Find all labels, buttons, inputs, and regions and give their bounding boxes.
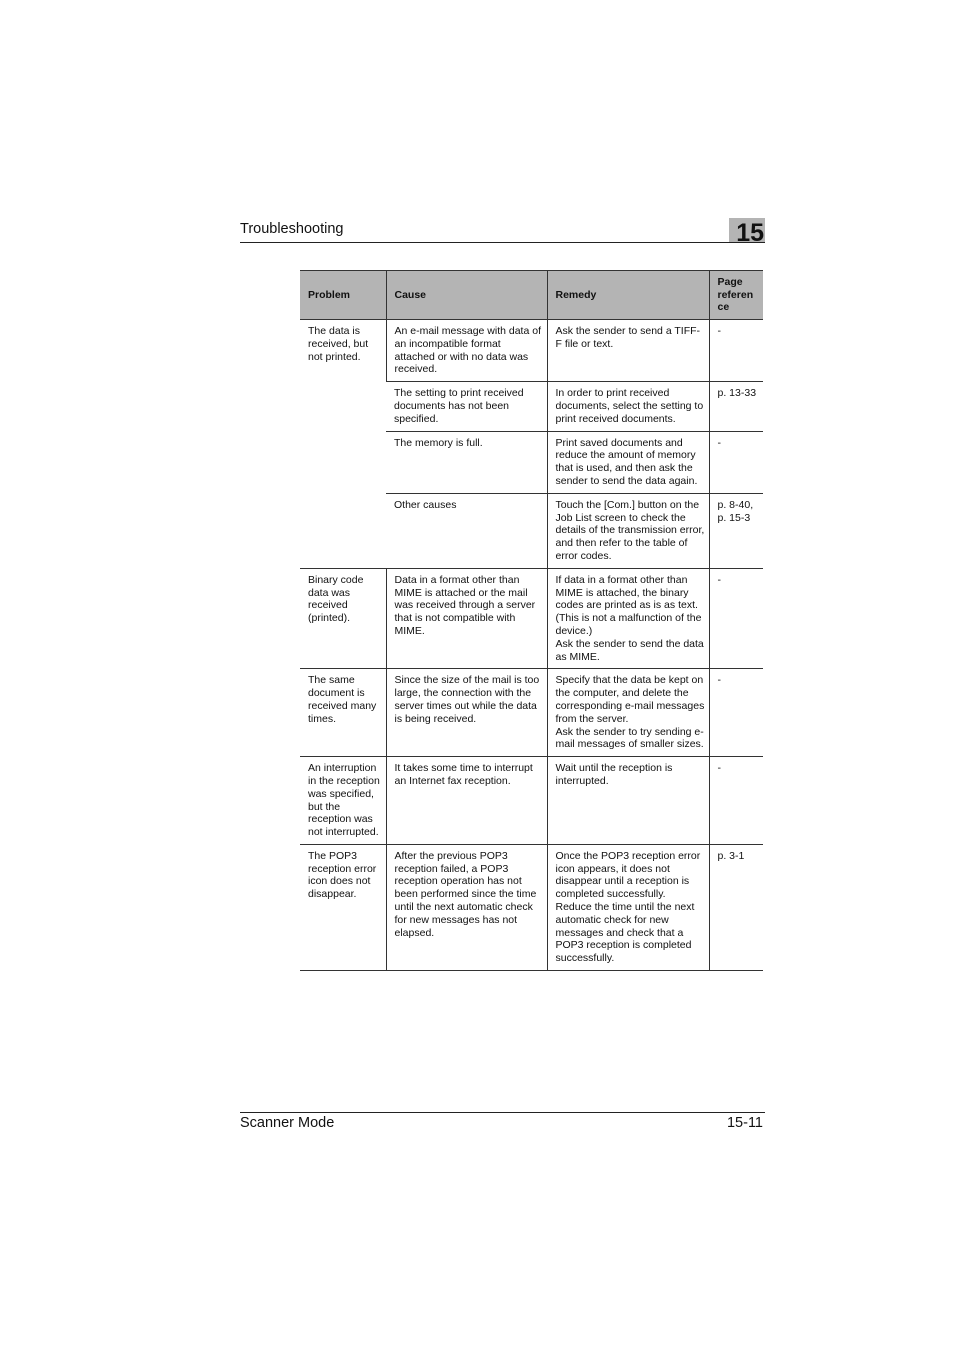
remedy-text: In order to print received documents, select the setting to print received documents. [555,387,704,425]
column-header-remedy: Remedy [547,271,709,320]
page-reference-cell: - [709,568,763,669]
remedy-cell [547,493,709,568]
table-row [300,844,763,970]
cause-cell: After the previous POP3 reception failed, a POP3 reception operation has not been performed since the time until the next automatic check for new messages has not elapsed. [386,844,547,970]
remedy-cell [547,568,709,669]
remedy-text: Print saved documents and reduce the amount of memory that is used, and then ask the sender to send the data again. [555,436,698,487]
problem-cell: Binary code data was received (printed). [300,568,386,669]
remedy-text: Ask the sender to try sending e-mail messages of smaller sizes. [555,725,704,751]
page-reference-cell: p. 3-1 [709,844,763,970]
problem-cell: The POP3 reception error icon does not disappear. [300,844,386,970]
table-header-row [300,271,763,320]
section-title: Troubleshooting [240,221,344,237]
remedy-text: Touch the [Com.] button on the Job List screen to check the details of the transmission error, and then refer to the table of error codes. [555,498,705,562]
table-row [300,757,763,845]
problem-cell: An interruption in the reception was specified, but the reception was not interrupted. [300,757,386,845]
remedy-cell [547,382,709,431]
cause-cell: The memory is full. [386,431,547,493]
table-body [300,320,763,971]
cause-cell: Since the size of the mail is too large, the connection with the server times out while the data is being received. [386,669,547,757]
remedy-cell [547,844,709,970]
column-header-cause: Cause [386,271,547,320]
column-header-page-reference: Page referen ce [709,271,763,320]
remedy-cell [547,431,709,493]
remedy-text: Wait until the reception is interrupted. [555,762,673,787]
remedy-text: Once the POP3 reception error icon appears, it does not disappear until a reception is completed successfully. [555,849,701,901]
page-reference-cell: - [709,431,763,493]
remedy-cell [547,320,709,382]
page-reference-cell: - [709,757,763,845]
chapter-number-badge: 15 [729,218,765,242]
page-reference-cell: p. 8-40, p. 15-3 [709,493,763,568]
header-divider [240,242,765,243]
page-reference-cell: - [709,669,763,757]
footer-manual-title: Scanner Mode [240,1115,335,1131]
footer-divider [240,1112,765,1113]
footer-page-number: 15-11 [726,1115,763,1131]
cause-cell: Data in a format other than MIME is attached or the mail was received through a server that is not compatible with MIME. [386,568,547,669]
remedy-text: If data in a format other than MIME is attached, the binary codes are printed as is as text. (This is not a malfunction of the device.) [555,573,702,637]
cause-cell: It takes some time to interrupt an Internet fax reception. [386,757,547,845]
column-header-problem: Problem [300,271,386,320]
table-row [300,669,763,757]
cause-cell: Other causes [386,493,547,568]
problem-cell: The data is received, but not printed. [300,320,386,569]
table-row [300,568,763,669]
table-row [300,320,763,382]
remedy-cell [547,669,709,757]
remedy-text: Specify that the data be kept on the computer, and delete the corresponding e-mail messages from the server. [555,674,705,725]
cause-cell: An e-mail message with data of an incompatible format attached or with no data was received. [386,320,547,382]
page-reference-cell: p. 13-33 [709,382,763,431]
page-reference-cell: - [709,320,763,382]
cause-cell: The setting to print received documents has not been specified. [386,382,547,431]
remedy-text: Reduce the time until the next automatic check for new messages and check that a POP3 reception is completed successfully. [555,901,695,965]
remedy-text: Ask the sender to send the data as MIME. [555,637,704,663]
remedy-cell [547,757,709,845]
troubleshooting-table [300,270,763,971]
problem-cell: The same document is received many times. [300,669,386,757]
remedy-text: Ask the sender to send a TIFF-F file or text. [555,325,701,350]
